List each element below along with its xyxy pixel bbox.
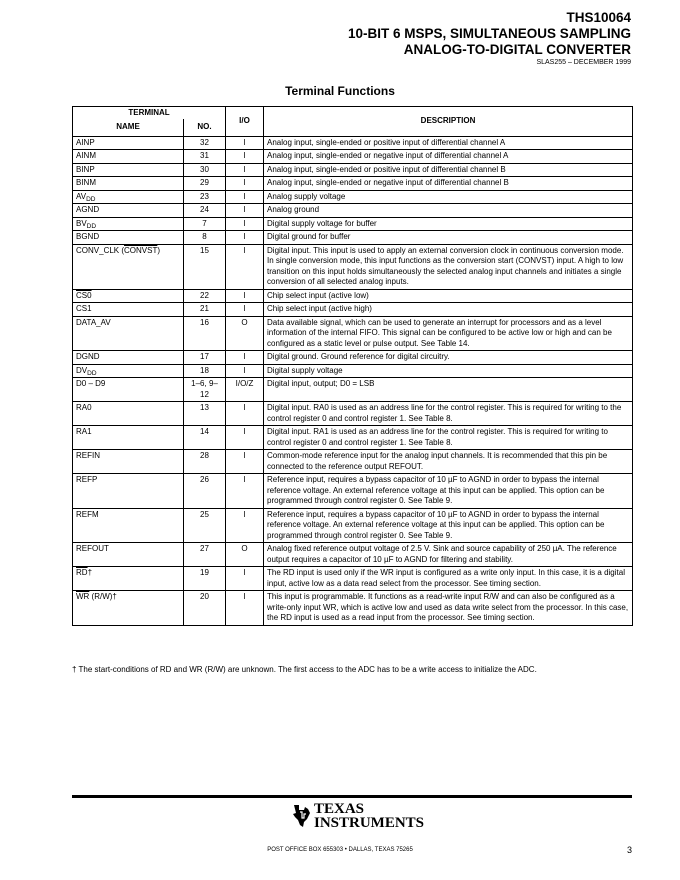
table-row	[73, 543, 633, 567]
header-io: I/O	[226, 107, 264, 137]
table-row	[73, 450, 633, 474]
table-row	[73, 316, 633, 351]
table-row	[73, 567, 633, 591]
terminal-description: Chip select input (active low)	[264, 289, 633, 303]
terminal-number: 26	[184, 474, 226, 509]
table-row	[73, 378, 633, 402]
table-row	[73, 351, 633, 365]
terminal-description: Analog ground	[264, 204, 633, 218]
table-row	[73, 364, 633, 378]
terminal-name: CONV_CLK (CONVST)	[73, 244, 184, 289]
table-row	[73, 217, 633, 231]
terminal-description: Analog input, single-ended or negative input of differential channel B	[264, 177, 633, 191]
terminal-number: 28	[184, 450, 226, 474]
doc-title-line1: 10-BIT 6 MSPS, SIMULTANEOUS SAMPLING	[347, 26, 631, 41]
terminal-description: Analog fixed reference output voltage of 2.5 V. Sink and source capability of 250 µA. The reference output requires a capacitor of 10 µF to AGND for filtering and stability.	[264, 543, 633, 567]
terminal-io: I	[226, 217, 264, 231]
terminal-io: I	[226, 136, 264, 150]
terminal-number: 7	[184, 217, 226, 231]
logo-line2: INSTRUMENTS	[314, 815, 425, 831]
terminal-number: 31	[184, 150, 226, 164]
terminal-name: $AV_{DD}$	[73, 190, 184, 204]
table-row	[73, 303, 633, 317]
terminal-io: I	[226, 474, 264, 509]
terminal-description: Analog input, single-ended or positive input of differential channel A	[264, 136, 633, 150]
terminal-name: BGND	[73, 231, 184, 245]
terminal-description: Analog input, single-ended or positive input of differential channel B	[264, 163, 633, 177]
terminal-number: 15	[184, 244, 226, 289]
terminal-name: $DV_{DD}$	[73, 364, 184, 378]
terminal-number: 23	[184, 190, 226, 204]
terminal-io: I	[226, 450, 264, 474]
terminal-number: 22	[184, 289, 226, 303]
table-row	[73, 204, 633, 218]
terminal-number: 16	[184, 316, 226, 351]
terminal-name: REFOUT	[73, 543, 184, 567]
terminal-io: I	[226, 177, 264, 191]
terminal-name: AINM	[73, 150, 184, 164]
page-number: 3	[626, 845, 632, 855]
table-row	[73, 591, 633, 626]
terminal-name: $\overline{WR}$ (R/W)†	[73, 591, 184, 626]
terminal-description: Digital supply voltage for buffer	[264, 217, 633, 231]
terminal-description: Analog supply voltage	[264, 190, 633, 204]
postal-address: POST OFFICE BOX 655303 • DALLAS, TEXAS 75265	[267, 847, 413, 853]
terminal-io: I	[226, 402, 264, 426]
table-row	[73, 474, 633, 509]
table-row	[73, 289, 633, 303]
table-row	[73, 163, 633, 177]
terminal-number: 17	[184, 351, 226, 365]
terminal-io: I	[226, 303, 264, 317]
terminal-description: Digital ground for buffer	[264, 231, 633, 245]
terminal-io: O	[226, 543, 264, 567]
terminal-number: 29	[184, 177, 226, 191]
terminal-number: 27	[184, 543, 226, 567]
doc-reference: SLAS255 – DECEMBER 1999	[536, 59, 631, 66]
table-row	[73, 426, 633, 450]
terminal-name: CS1	[73, 303, 184, 317]
header-terminal: TERMINAL	[73, 107, 226, 119]
terminal-io: I	[226, 508, 264, 543]
terminal-io: I	[226, 150, 264, 164]
terminal-description: This input is programmable. It functions as a read-write input R/W and can also be configured as a write-only input WR, which is active low and used as data write select from the processor. In this case, the RD input is used as a read input from the processor. See timing section.	[264, 591, 633, 626]
terminal-description: Digital input. RA0 is used as an address line for the control register. This is required for writing to the control register 0 and control register 1. See Table 8.	[264, 402, 633, 426]
terminal-name: REFIN	[73, 450, 184, 474]
terminal-name: CS0	[73, 289, 184, 303]
terminal-name: D0 – D9	[73, 378, 184, 402]
terminal-number: 21	[184, 303, 226, 317]
terminal-name: REFP	[73, 474, 184, 509]
table-row	[73, 136, 633, 150]
terminal-name: DGND	[73, 351, 184, 365]
terminal-io: O	[226, 316, 264, 351]
terminal-description: Chip select input (active high)	[264, 303, 633, 317]
terminal-number: 32	[184, 136, 226, 150]
terminal-io: I	[226, 204, 264, 218]
terminal-name: BINM	[73, 177, 184, 191]
texas-state-icon	[292, 803, 312, 829]
terminal-number: 13	[184, 402, 226, 426]
footer-rule	[72, 795, 632, 798]
part-number: THS10064	[566, 10, 631, 25]
terminal-description: Digital input, output; D0 = LSB	[264, 378, 633, 402]
table-row	[73, 190, 633, 204]
table-row	[73, 402, 633, 426]
terminal-number: 18	[184, 364, 226, 378]
terminal-io: I	[226, 244, 264, 289]
terminal-number: 24	[184, 204, 226, 218]
terminal-name: RA0	[73, 402, 184, 426]
table-row	[73, 508, 633, 543]
terminal-io: I	[226, 231, 264, 245]
terminal-io: I/O/Z	[226, 378, 264, 402]
doc-title-line2: ANALOG-TO-DIGITAL CONVERTER	[403, 42, 631, 57]
terminal-io: I	[226, 426, 264, 450]
terminal-name: BINP	[73, 163, 184, 177]
page-header	[348, 10, 631, 67]
ti-logo-text	[314, 802, 424, 830]
table-row	[73, 150, 633, 164]
terminal-name: AGND	[73, 204, 184, 218]
ti-logo	[292, 802, 424, 830]
terminal-description: Analog input, single-ended or negative input of differential channel A	[264, 150, 633, 164]
table-row	[73, 177, 633, 191]
terminal-description: Reference input, requires a bypass capacitor of 10 µF to AGND in order to bypass the internal reference voltage. An external reference voltage at this input can be applied. This option can be programmed through control register 0. See Table 9.	[264, 508, 633, 543]
section-title: Terminal Functions	[285, 84, 395, 98]
terminal-io: I	[226, 591, 264, 626]
table-body	[73, 136, 633, 625]
terminal-description: Digital input. RA1 is used as an address line for the control register. This is required for writing to control register 0 and control register 1. See Table 8.	[264, 426, 633, 450]
terminal-description: Digital input. This input is used to apply an external conversion clock in continuous conversion mode. In single conversion mode, this input functions as the conversion start (CONVST) input. A high to low transition on this input holds simultaneously the selected analog input channels and initiates a single conversion of all selected analog inputs.	[264, 244, 633, 289]
terminal-io: I	[226, 289, 264, 303]
terminal-number: 14	[184, 426, 226, 450]
terminal-description: Reference input, requires a bypass capacitor of 10 µF to AGND in order to bypass the internal reference voltage. An external reference voltage at this input can be applied. This option can be programmed through control register 0. See Table 9.	[264, 474, 633, 509]
terminal-name: REFM	[73, 508, 184, 543]
header-description: DESCRIPTION	[264, 107, 633, 137]
terminal-name: RA1	[73, 426, 184, 450]
terminal-description: The RD input is used only if the WR input is configured as a write only input. In this case, it is a digital input, active low as a data read select from the processor. See timing section.	[264, 567, 633, 591]
terminal-functions-table	[72, 106, 633, 626]
table-row	[73, 231, 633, 245]
terminal-description: Data available signal, which can be used to generate an interrupt for processors and as a level information of the internal FIFO. This signal can be configured to be active low or high and can be configured as a static level or pulse output. See Table 14.	[264, 316, 633, 351]
terminal-io: I	[226, 190, 264, 204]
terminal-number: 25	[184, 508, 226, 543]
terminal-description: Digital ground. Ground reference for digital circuitry.	[264, 351, 633, 365]
logo-line1: TEXAS	[314, 801, 365, 817]
terminal-io: I	[226, 351, 264, 365]
terminal-description: Common-mode reference input for the analog input channels. It is recommended that this pin be connected to the reference output REFOUT.	[264, 450, 633, 474]
terminal-number: 8	[184, 231, 226, 245]
footnote: † The start-conditions of RD and WR (R/W) are unknown. The first access to the ADC has to be a write access to initialize the ADC.	[72, 665, 537, 674]
terminal-number: 1–6, 9–12	[184, 378, 226, 402]
table-row	[73, 244, 633, 289]
header-no: NO.	[184, 119, 226, 137]
terminal-io: I	[226, 163, 264, 177]
terminal-description: Digital supply voltage	[264, 364, 633, 378]
terminal-io: I	[226, 364, 264, 378]
terminal-name: $\overline{RD}\dagger$	[73, 567, 184, 591]
terminal-name: $BV_{DD}$	[73, 217, 184, 231]
header-name: NAME	[73, 119, 184, 137]
terminal-number: 20	[184, 591, 226, 626]
terminal-number: 19	[184, 567, 226, 591]
terminal-name: AINP	[73, 136, 184, 150]
terminal-name: DATA_AV	[73, 316, 184, 351]
terminal-number: 30	[184, 163, 226, 177]
terminal-io: I	[226, 567, 264, 591]
